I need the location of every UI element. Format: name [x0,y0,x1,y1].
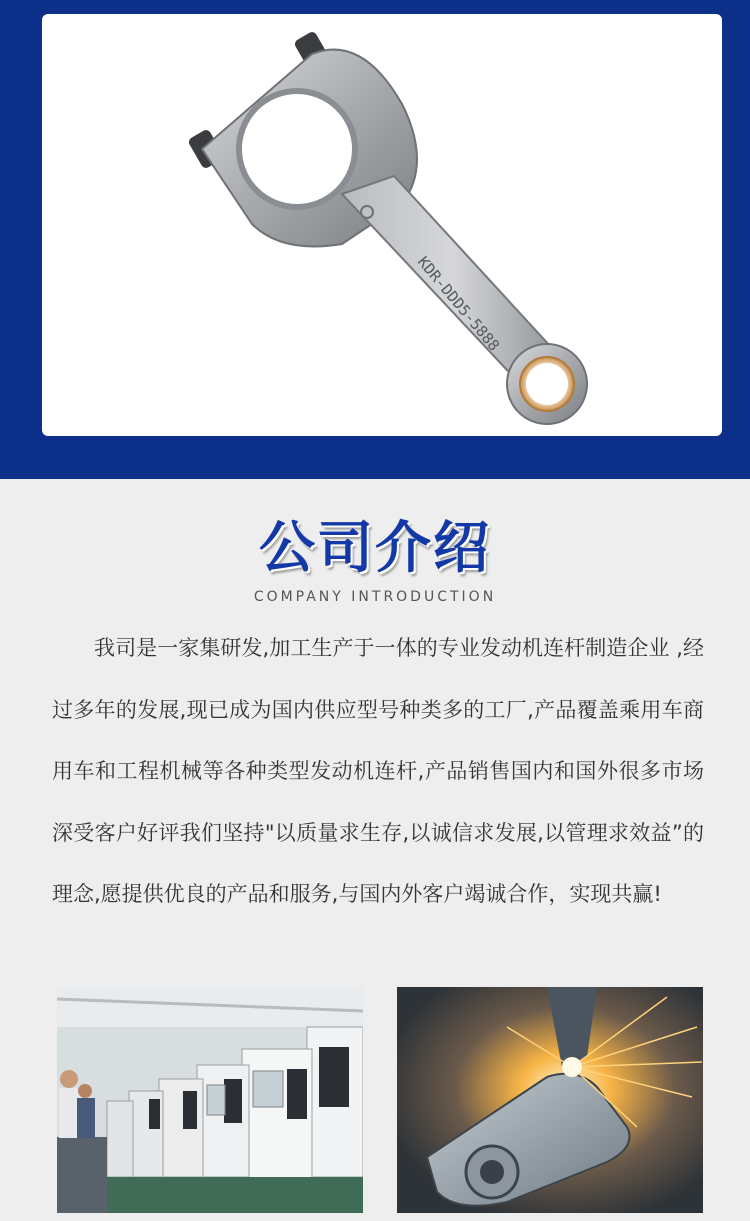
connecting-rod-image [42,14,722,436]
company-description: 我司是一家集研发,加工生产于一体的专业发动机连杆制造企业 ,经过多年的发展,现已成为国内供应型号种类多的工厂,产品覆盖乘用车商用车和工程机械等各种类型发动机连杆,产品销售国内和国外很多市场深受客户好评我们坚持"以质量求生存,以诚信求发展,以管理求效益”的理念,愿提供优良的产品和服务,与国内外客户竭诚合作，实现共赢! [52,636,704,906]
factory-workshop-photo [57,987,363,1213]
section-subtitle: COMPANY INTRODUCTION [253,589,497,605]
product-photo-card [42,14,722,436]
part-marking: KDR-DDD5-5888 [413,253,504,355]
section-title: 公司介绍 [259,516,491,581]
machining-sparks-photo [397,987,703,1213]
